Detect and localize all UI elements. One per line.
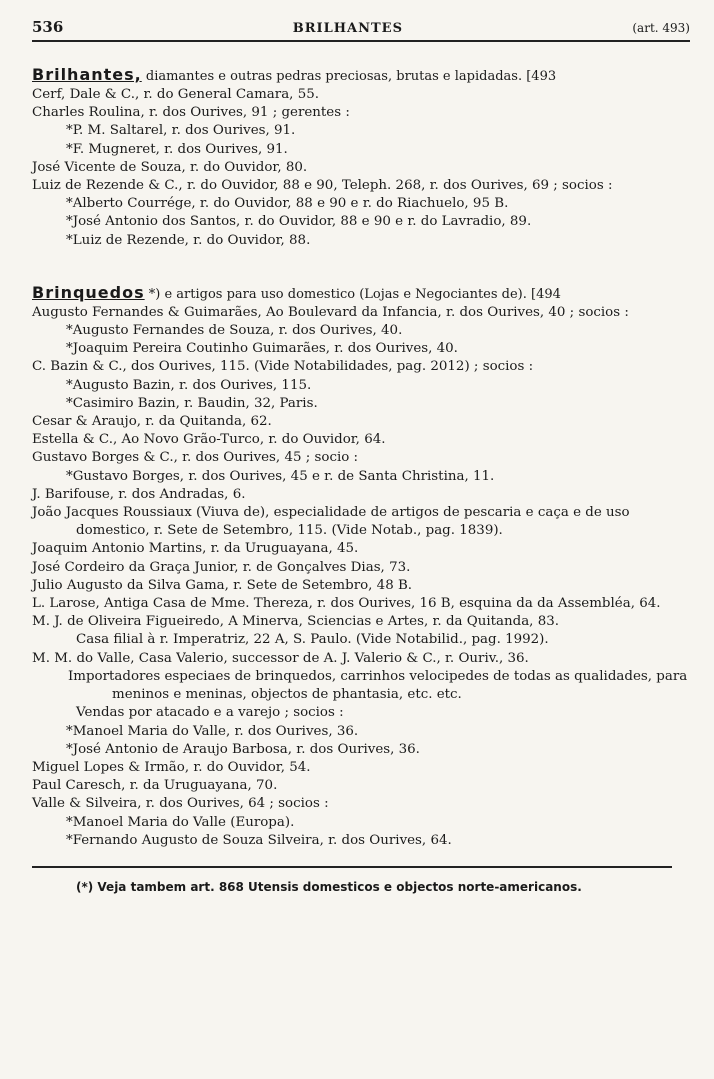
directory-entry: Augusto Fernandes & Guimarães, Ao Boulevard da Infancia, r. dos Ourives, 40 ; socios : [32,304,629,320]
directory-entry: L. Larose, Antiga Casa de Mme. Thereza, r. dos Ourives, 16 B, esquina da da Assembléa, 64. [32,596,661,612]
directory-entry: Paul Caresch, r. da Uruguayana, 70. [32,778,278,794]
directory-entry: José Vicente de Souza, r. do Ouvidor, 80. [32,159,308,175]
directory-entry: M. J. de Oliveira Figueiredo, A Minerva, Sciencias e Artes, r. da Quitanda, 83. [32,614,559,630]
partner-entry: *Alberto Courrége, r. do Ouvidor, 88 e 90 e r. do Riachuelo, 95 B. [66,196,509,212]
directory-entry: João Jacques Roussiaux (Viuva de), especialidade de artigos de pescaria e caça e de uso domestico, r. Sete de Setembro, 115. (Vide Notab., pag. 1839). [32,505,630,539]
directory-entry: Charles Roulina, r. dos Ourives, 91 ; gerentes : [32,105,350,121]
directory-entry: Estella & C., Ao Novo Grão-Turco, r. do Ouvidor, 64. [32,432,386,448]
directory-entry: Cerf, Dale & C., r. do General Camara, 55. [32,87,319,102]
directory-entry: Valle & Silveira, r. dos Ourives, 64 ; socios : [32,796,329,812]
directory-entry: Miguel Lopes & Irmão, r. do Ouvidor, 54. [32,759,311,775]
partner-entry: *Casimiro Bazin, r. Baudin, 32, Paris. [66,395,318,411]
partner-entry: *Fernando Augusto de Souza Silveira, r. dos Ourives, 64. [66,832,452,848]
section-heading-word: Brinquedos [32,282,145,302]
continuation-line: Importadores especiaes de brinquedos, carrinhos velocipedes de todas as qualidades, para meninos e meninas, objectos de phantasia, etc. etc. [68,668,688,703]
continuation-line: Vendas por atacado e a varejo ; socios : [76,705,344,721]
page-number: 536 [32,18,64,36]
article-reference: (art. 493) [632,21,690,35]
partner-entry: *José Antonio dos Santos, r. do Ouvidor, 88 e 90 e r. do Lavradio, 89. [66,214,532,230]
directory-entry: M. M. do Valle, Casa Valerio, successor de A. J. Valerio & C., r. Ouriv., 36. [32,650,529,666]
partner-entry: *Augusto Bazin, r. dos Ourives, 115. [66,377,312,393]
directory-entry: J. Barifouse, r. dos Andradas, 6. [32,486,246,502]
directory-entry: Julio Augusto da Silva Gama, r. Sete de Setembro, 48 B. [32,577,413,593]
header-rule [32,40,690,42]
directory-entry: Luiz de Rezende & C., r. do Ouvidor, 88 e 90, Teleph. 268, r. dos Ourives, 69 ; socios : [32,178,613,194]
directory-entry: C. Bazin & C., dos Ourives, 115. (Vide Notabilidades, pag. 2012) ; socios : [32,359,534,375]
partner-entry: *Luiz de Rezende, r. do Ouvidor, 88. [66,232,311,248]
footnote: (*) Veja tambem art. 868 Utensis domesticos e objectos norte-americanos. [76,879,582,894]
partner-entry: *José Antonio de Araujo Barbosa, r. dos Ourives, 36. [66,741,420,757]
footnote-rule [32,866,672,868]
directory-entry: José Cordeiro da Graça Junior, r. de Gonçalves Dias, 73. [32,559,411,575]
section-heading-text: *) e artigos para uso domestico (Lojas e Negociantes de). [494 [144,286,561,302]
directory-entry: Cesar & Araujo, r. da Quitanda, 62. [32,414,272,430]
partner-entry: *F. Mugneret, r. dos Ourives, 91. [66,141,288,157]
directory-entry: Joaquim Antonio Martins, r. da Uruguayana, 45. [32,541,359,557]
running-title: BRILHANTES [292,21,403,36]
continuation-line: Casa filial à r. Imperatriz, 22 A, S. Paulo. (Vide Notabilid., pag. 1992). [76,632,549,648]
section-heading-text: diamantes e outras pedras preciosas, brutas e lapidadas. [493 [141,69,557,84]
partner-entry: *Gustavo Borges, r. dos Ourives, 45 e r. de Santa Christina, 11. [66,468,495,484]
directory-entry: Gustavo Borges & C., r. dos Ourives, 45 ; socio : [32,450,359,466]
section-heading-brilhantes [32,66,690,86]
partner-entry: *P. M. Saltarel, r. dos Ourives, 91. [66,123,296,139]
section-heading-brinquedos [32,284,690,304]
partner-entry: *Joaquim Pereira Coutinho Guimarães, r. dos Ourives, 40. [66,341,458,357]
partner-entry: *Manoel Maria do Valle (Europa). [66,814,295,830]
partner-entry: *Augusto Fernandes de Souza, r. dos Ourives, 40. [66,323,403,339]
partner-entry: *Manoel Maria do Valle, r. dos Ourives, 36. [66,723,359,739]
section-heading-word: Brilhantes, [32,65,142,84]
page-header [32,18,690,36]
